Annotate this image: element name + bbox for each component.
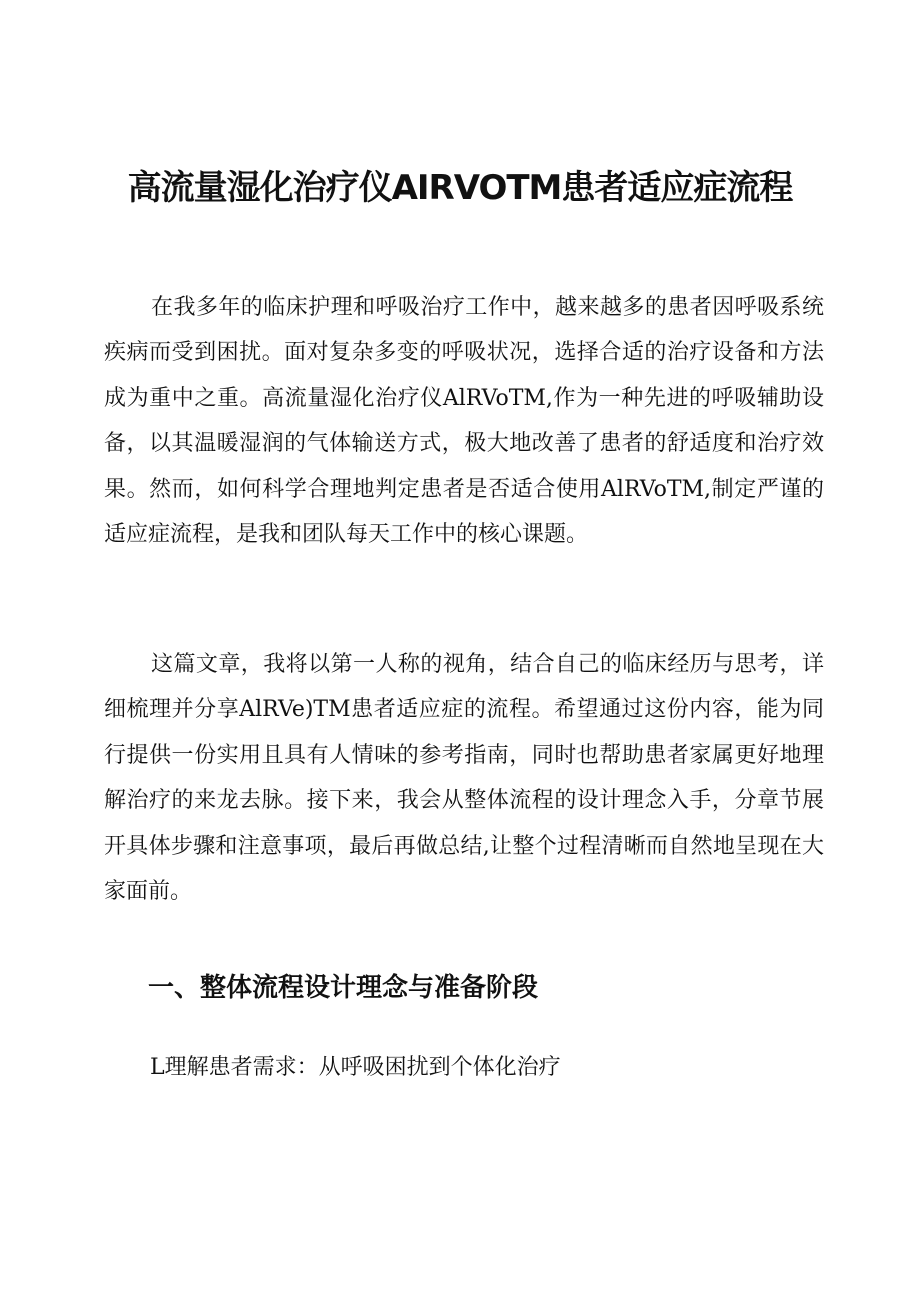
sub-heading: L理解患者需求：从呼吸困扰到个体化治疗 (150, 1055, 561, 1080)
overview-paragraph: 这篇文章，我将以第一人称的视角，结合自己的临床经历与思考，详细梳理并分享AlRVe)TM患者适应症的流程。希望通过这份内容，能为同行提供一份实用且具有人情味的参考指南，同时也帮助患者家属更好地理解治疗的来龙去脉。接下来，我会从整体流程的设计理念入手，分章节展开具体步骤和注意事项，最后再做总结,让整个过程清晰而自然地呈现在大家面前。 (104, 652, 824, 905)
document-title: 高流量湿化治疗仪AIRVOTM患者适应症流程 (127, 168, 793, 208)
intro-paragraph: 在我多年的临床护理和呼吸治疗工作中，越来越多的患者因呼吸系统疾病而受到困扰。面对复杂多变的呼吸状况，选择合适的治疗设备和方法成为重中之重。高流量湿化治疗仪AlRVoTM,作为一种先进的呼吸辅助设备，以其温暖湿润的气体输送方式，极大地改善了患者的舒适度和治疗效果。然而，如何科学合理地判定患者是否适合使用AlRVoTM,制定严谨的适应症流程，是我和团队每天工作中的核心课题。 (104, 295, 824, 548)
section-heading: 一、整体流程设计理念与准备阶段 (148, 973, 539, 1003)
